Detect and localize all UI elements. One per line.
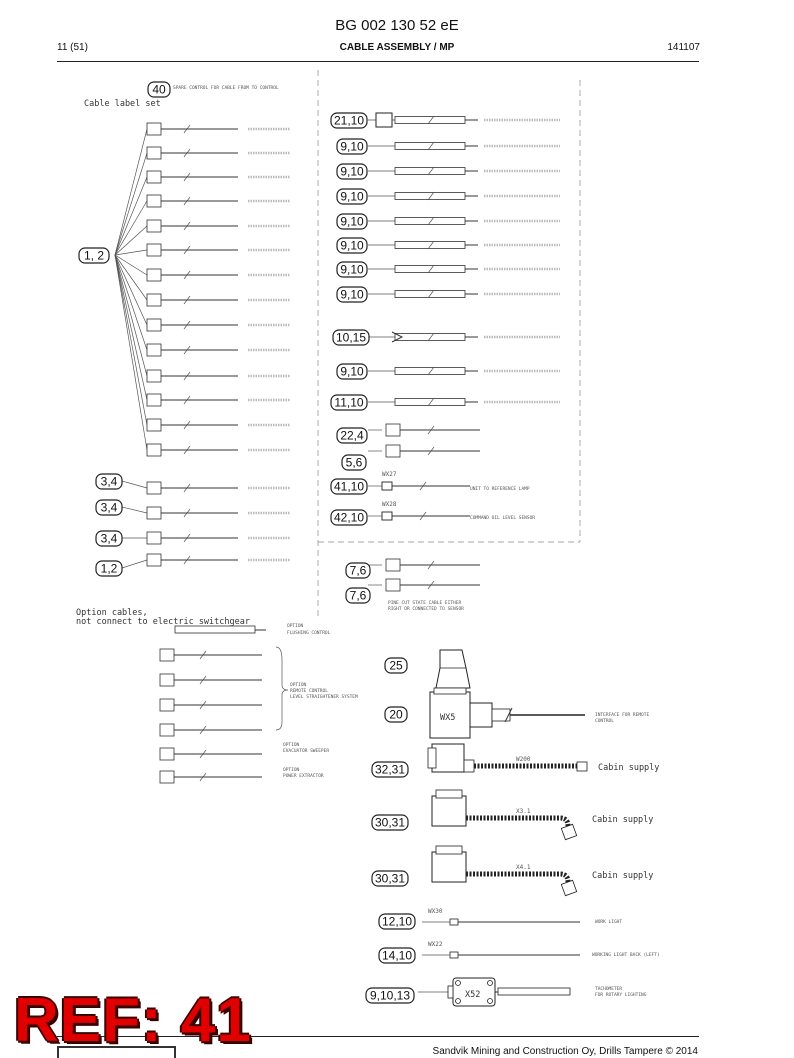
svg-text:OPTION: OPTION bbox=[287, 624, 304, 629]
callout-c910g bbox=[337, 287, 367, 302]
callout-c910h bbox=[337, 364, 367, 379]
wx28-label: WX28 bbox=[382, 501, 397, 508]
cable-assembly-wire bbox=[368, 241, 560, 249]
cable-assembly-wire bbox=[368, 445, 480, 457]
svg-text:WORK LIGHT: WORK LIGHT bbox=[595, 920, 623, 925]
option-cable-wire bbox=[160, 699, 262, 711]
callout-number: 9,10 bbox=[340, 238, 364, 253]
cable-assembly-wire bbox=[368, 142, 560, 150]
callout-number: 9,10 bbox=[340, 214, 364, 229]
svg-text:FLUSHING CONTROL: FLUSHING CONTROL bbox=[287, 631, 331, 636]
svg-text:REMOTE CONTROL: REMOTE CONTROL bbox=[290, 689, 328, 694]
svg-text:OPTION: OPTION bbox=[283, 743, 300, 748]
callout-number: 21,10 bbox=[333, 113, 365, 128]
callout-c91013 bbox=[366, 988, 414, 1003]
cable-label-wire bbox=[147, 171, 290, 183]
callout-c910b bbox=[337, 164, 367, 179]
cable-assembly-wire bbox=[368, 367, 560, 375]
svg-text:CONTROL: CONTROL bbox=[595, 719, 614, 724]
option-cables-caption-line1: Option cables, bbox=[76, 608, 148, 618]
callout-c12 bbox=[79, 248, 109, 263]
callout-number: 10,15 bbox=[335, 330, 367, 345]
cable-label-wire bbox=[147, 482, 290, 494]
svg-text:RIGHT OR CONNECTED TO SENSOR: RIGHT OR CONNECTED TO SENSOR bbox=[388, 607, 464, 612]
cable-assembly-wire bbox=[368, 167, 560, 175]
callout-c34a bbox=[96, 474, 122, 489]
wx5-label: WX5 bbox=[440, 713, 456, 723]
cable-assembly-wire bbox=[368, 512, 470, 520]
cable-label-wire bbox=[147, 220, 290, 232]
callout-number: 22,4 bbox=[340, 428, 364, 443]
callout-number: 20 bbox=[389, 707, 403, 722]
cable-label-wire bbox=[147, 123, 290, 135]
callout-c4110 bbox=[331, 479, 367, 494]
svg-text:PINE CUT STATE CABLE EITHER: PINE CUT STATE CABLE EITHER bbox=[388, 601, 462, 606]
callout-number: 3,4 bbox=[100, 531, 118, 546]
callout-c910e bbox=[337, 238, 367, 253]
svg-text:INTERFACE FOR REMOTE: INTERFACE FOR REMOTE bbox=[595, 713, 650, 718]
cable-label-wire bbox=[147, 319, 290, 331]
callout-number: 1,2 bbox=[100, 561, 118, 576]
cable-label-wire bbox=[147, 370, 290, 382]
svg-text:LEVEL STRAIGHTENER SYSTEM: LEVEL STRAIGHTENER SYSTEM bbox=[290, 695, 358, 700]
w200-label: W200 bbox=[516, 756, 531, 763]
cable-assembly-wire bbox=[368, 265, 560, 273]
callout-c3031a bbox=[372, 815, 408, 830]
document-id: BG 002 130 52 eE bbox=[335, 17, 459, 34]
cabin-supply-label-3: Cabin supply bbox=[592, 871, 654, 881]
cable-label-wire bbox=[147, 244, 290, 256]
svg-text:SPARE CONTROL FOR CABLE FROM T: SPARE CONTROL FOR CABLE FROM TO CONTROL bbox=[173, 86, 279, 91]
page-number: 11 (51) bbox=[57, 42, 88, 53]
callout-c1015 bbox=[333, 330, 369, 345]
callout-c34c bbox=[96, 531, 122, 546]
cable-assembly-wire bbox=[368, 116, 560, 124]
callout-c25 bbox=[385, 658, 407, 673]
callout-number: 7,6 bbox=[349, 563, 367, 578]
cable-label-wire bbox=[147, 554, 290, 566]
svg-text:POWER EXTRACTOR: POWER EXTRACTOR bbox=[283, 774, 324, 779]
cable-assembly-wire bbox=[368, 217, 560, 225]
cable-label-wire bbox=[147, 344, 290, 356]
callout-c1210 bbox=[379, 914, 415, 929]
svg-text:WORKING LIGHT BACK (LEFT): WORKING LIGHT BACK (LEFT) bbox=[592, 953, 660, 958]
callout-number: 9,10 bbox=[340, 262, 364, 277]
callout-number: 12,10 bbox=[381, 914, 413, 929]
cable-label-wire bbox=[147, 444, 290, 456]
callout-c40 bbox=[148, 82, 170, 97]
callout-c4210 bbox=[331, 510, 367, 525]
callout-number: 9,10 bbox=[340, 189, 364, 204]
callout-number: 9,10 bbox=[340, 139, 364, 154]
wx22-label: WX22 bbox=[428, 941, 443, 948]
callout-c3031b bbox=[372, 871, 408, 886]
callout-c910f bbox=[337, 262, 367, 277]
callout-c2110 bbox=[331, 113, 367, 128]
cable-label-wire bbox=[147, 419, 290, 431]
cable-label-wire bbox=[147, 147, 290, 159]
svg-text:COMMAND OIL LEVEL SENSOR: COMMAND OIL LEVEL SENSOR bbox=[470, 516, 536, 521]
callout-c910d bbox=[337, 214, 367, 229]
callout-c910a bbox=[337, 139, 367, 154]
x41-label: X4.1 bbox=[516, 864, 531, 871]
callout-number: 32,31 bbox=[374, 762, 406, 777]
option-cable-wire bbox=[160, 649, 262, 661]
cable-assembly-wire bbox=[368, 559, 480, 571]
option-cable-wire bbox=[160, 771, 262, 783]
cable-assembly-wire bbox=[368, 482, 470, 490]
svg-text:UNIT TO REFERENCE LAMP: UNIT TO REFERENCE LAMP bbox=[470, 487, 530, 492]
callout-c224 bbox=[337, 428, 367, 443]
svg-text:TACHOMETER: TACHOMETER bbox=[595, 987, 623, 992]
callout-number: 9,10 bbox=[340, 164, 364, 179]
cabin-supply-label-1: Cabin supply bbox=[598, 763, 660, 773]
cable-assembly-wire bbox=[368, 398, 560, 406]
callout-number: 9,10,13 bbox=[369, 988, 411, 1003]
cable-assembly-wire bbox=[368, 290, 560, 298]
cable-assembly-wire bbox=[368, 424, 480, 436]
ref-stamp: REF: 41 bbox=[14, 986, 252, 1055]
callout-number: 42,10 bbox=[333, 510, 365, 525]
callout-number: 40 bbox=[152, 82, 166, 97]
document-date: 141107 bbox=[667, 42, 700, 53]
callout-c1110 bbox=[331, 395, 367, 410]
wx30-label: WX30 bbox=[428, 908, 443, 915]
cable-label-wire bbox=[147, 195, 290, 207]
footer-copyright: Sandvik Mining and Construction Oy, Drills Tampere © 2014 bbox=[432, 1046, 698, 1057]
callout-number: 1, 2 bbox=[83, 248, 105, 263]
section-title: CABLE ASSEMBLY / MP bbox=[339, 42, 455, 53]
callout-c56 bbox=[342, 455, 366, 470]
callout-number: 3,4 bbox=[100, 474, 118, 489]
callout-c34b bbox=[96, 500, 122, 515]
cable-label-wire bbox=[147, 269, 290, 281]
wx27-label: WX27 bbox=[382, 471, 397, 478]
svg-text:EVACUATOR SWEEPER: EVACUATOR SWEEPER bbox=[283, 749, 330, 754]
callout-number: 5,6 bbox=[345, 455, 363, 470]
cable-label-wire bbox=[147, 294, 290, 306]
option-cable-wire bbox=[160, 748, 262, 760]
cable-label-set-caption: Cable label set bbox=[84, 99, 161, 109]
cable-assembly-wire bbox=[368, 579, 480, 591]
callout-number: 30,31 bbox=[374, 871, 406, 886]
callout-number: 9,10 bbox=[340, 287, 364, 302]
x52-label: X52 bbox=[465, 990, 481, 1000]
option-cable-wire bbox=[160, 674, 262, 686]
callout-c76a bbox=[346, 563, 370, 578]
cable-label-wire bbox=[147, 532, 290, 544]
cable-assembly-wire bbox=[368, 192, 560, 200]
callout-number: 14,10 bbox=[381, 948, 413, 963]
option-cables-caption-line2: not connect to electric switchgear bbox=[76, 617, 250, 627]
callout-c20 bbox=[385, 707, 407, 722]
callout-c76b bbox=[346, 588, 370, 603]
x31-label: X3.1 bbox=[516, 808, 531, 815]
svg-text:OPTION: OPTION bbox=[283, 768, 300, 773]
cable-label-wire bbox=[147, 507, 290, 519]
cable-label-wire bbox=[147, 394, 290, 406]
callout-c12b bbox=[96, 561, 122, 576]
callout-c1410 bbox=[379, 948, 415, 963]
callout-c3231 bbox=[372, 762, 408, 777]
callout-number: 3,4 bbox=[100, 500, 118, 515]
callout-number: 41,10 bbox=[333, 479, 365, 494]
callout-number: 7,6 bbox=[349, 588, 367, 603]
callout-number: 30,31 bbox=[374, 815, 406, 830]
callout-number: 11,10 bbox=[334, 395, 364, 410]
option-cable-wire bbox=[160, 724, 262, 736]
svg-text:FOR ROTARY LIGHTING: FOR ROTARY LIGHTING bbox=[595, 993, 647, 998]
callout-c910c bbox=[337, 189, 367, 204]
svg-text:OPTION: OPTION bbox=[290, 683, 307, 688]
callout-number: 9,10 bbox=[340, 364, 364, 379]
cabin-supply-label-2: Cabin supply bbox=[592, 815, 654, 825]
callout-number: 25 bbox=[389, 658, 403, 673]
